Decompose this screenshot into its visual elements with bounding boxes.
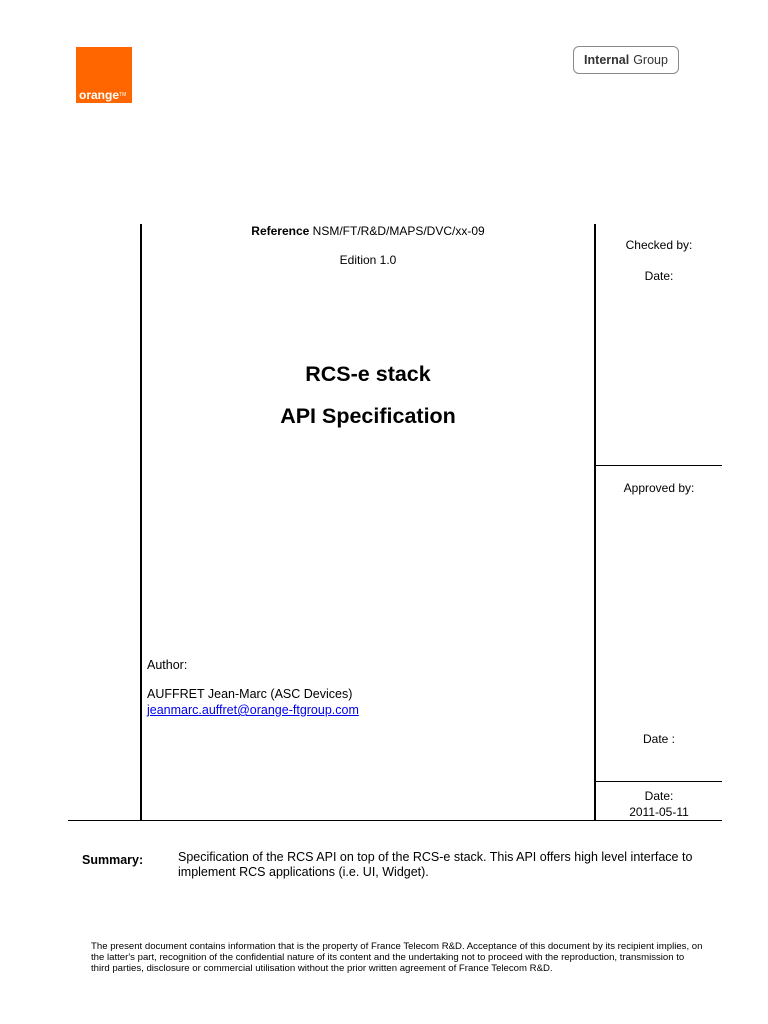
logo-wordmark [79, 89, 126, 101]
classification-rest: Group [633, 53, 668, 67]
orange-logo [76, 47, 132, 103]
left-frame-line [140, 224, 142, 820]
summary-text: Specification of the RCS API on top of the RCS-e stack. This API offers high level interface to implement RCS applications (i.e. UI, Widget). [178, 850, 693, 879]
checked-date-label: Date: [644, 269, 674, 283]
document-title-line2: API Specification [280, 404, 456, 428]
author-label: Author: [147, 658, 188, 672]
approved-by-label: Approved by: [623, 481, 695, 495]
logo-trademark: TM [119, 92, 127, 98]
final-date-label: Date: [644, 789, 674, 803]
confidentiality-notice: The present document contains information that is the property of France Telecom R&D. Acceptance of this document by its recipient implies, on the latter's part, recognition of the confidential nature of its content and the undertaking not to proceed with the reproduction, transmission to third parties, disclosure or commercial utilisation without the prior written agreement of France Telecom R&D. [91, 941, 703, 975]
summary-label: Summary: [82, 853, 144, 867]
checked-by-label: Checked by: [625, 238, 693, 252]
approved-date-label: Date : [642, 732, 675, 746]
author-name: AUFFRET Jean-Marc (ASC Devices) [147, 687, 353, 701]
logo-text: orange [79, 88, 120, 102]
divider-approved-date [596, 781, 722, 782]
classification-strong: Internal [584, 53, 630, 67]
author-email-link[interactable]: jeanmarc.auffret@orange-ftgroup.com [147, 703, 359, 717]
divider-checked-approved [596, 465, 722, 466]
document-title-line1: RCS-e stack [305, 362, 431, 386]
reference-line [143, 224, 593, 238]
bottom-frame-line [68, 820, 722, 821]
reference-value: NSM/FT/R&D/MAPS/DVC/xx-09 [312, 224, 485, 238]
edition: Edition 1.0 [339, 253, 397, 267]
reference-label: Reference [251, 224, 310, 238]
final-date-value: 2011-05-11 [629, 805, 689, 819]
classification-badge [573, 46, 679, 74]
right-frame-line [594, 224, 596, 820]
